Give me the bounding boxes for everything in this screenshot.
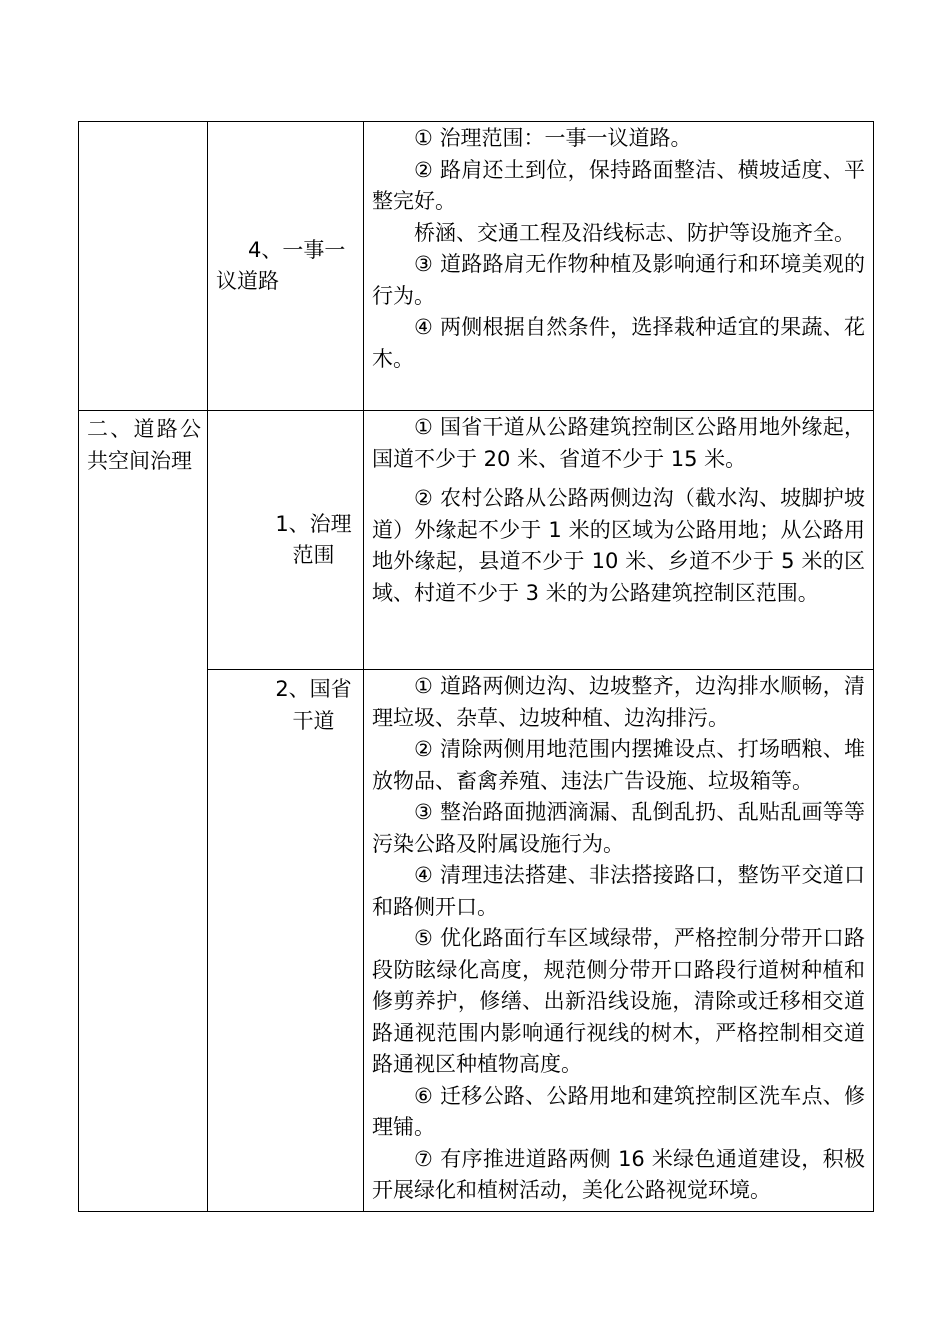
item-label: 2、国省干道	[275, 677, 352, 733]
section-cell-empty	[79, 122, 208, 411]
item-cell	[208, 670, 364, 1212]
item-cell	[208, 411, 364, 670]
content-paragraph: 桥涵、交通工程及沿线标志、防护等设施齐全。	[414, 220, 855, 245]
item-cell	[208, 122, 364, 411]
content-paragraph: ② 农村公路从公路两侧边沟（截水沟、坡脚护坡道）外缘起不少于 1 米的区域为公路用地；从公路用地外缘起，县道不少于 10 米、乡道不少于 5 米的区域、村道不少于 3 米的为公路建筑控制区范围。	[372, 486, 865, 605]
content-paragraph: ① 治理范围：一事一议道路。	[414, 126, 692, 150]
content-paragraph: ② 路肩还土到位，保持路面整洁、横坡适度、平整完好。	[372, 157, 865, 213]
content-cell	[364, 122, 874, 411]
content-cell	[364, 411, 874, 670]
content-paragraph: ③ 整治路面抛洒滴漏、乱倒乱扔、乱贴乱画等等污染公路及附属设施行为。	[372, 800, 865, 856]
content-paragraph: ① 国省干道从公路建筑控制区公路用地外缘起，国道不少于 20 米、省道不少于 15 米。	[372, 415, 865, 471]
table-row	[79, 411, 874, 670]
content-cell	[364, 670, 874, 1212]
content-paragraph: ④ 两侧根据自然条件，选择栽种适宜的果蔬、花木。	[372, 315, 865, 371]
content-paragraph: ⑤ 优化路面行车区域绿带，严格控制分带开口路段防眩绿化高度，规范侧分带开口路段行道树种植和修剪养护，修缮、出新沿线设施，清除或迁移相交道路通视范围内影响通行视线的树木，严格控制相交道路通视区种植物高度。	[372, 926, 865, 1076]
section-cell	[79, 411, 208, 1212]
content-paragraph: ③ 道路路肩无作物种植及影响通行和环境美观的行为。	[372, 252, 865, 308]
content-paragraph: ② 清除两侧用地范围内摆摊设点、打场晒粮、堆放物品、畜禽养殖、违法广告设施、垃圾箱等。	[372, 737, 865, 793]
content-paragraph: ⑦ 有序推进道路两侧 16 米绿色通道建设，积极开展绿化和植树活动，美化公路视觉环境。	[372, 1146, 865, 1202]
section-label: 二、道路公共空间治理	[87, 417, 201, 473]
item-label: 1、治理范围	[275, 511, 352, 567]
governance-table	[78, 121, 874, 1212]
content-paragraph: ① 道路两侧边沟、边坡整齐，边沟排水顺畅，清理垃圾、杂草、边坡种植、边沟排污。	[372, 674, 865, 730]
content-paragraph: ⑥ 迁移公路、公路用地和建筑控制区洗车点、修理铺。	[372, 1083, 865, 1139]
item-label: 4、一事一议道路	[216, 237, 346, 293]
content-paragraph: ④ 清理违法搭建、非法搭接路口，整饬平交道口和路侧开口。	[372, 863, 865, 919]
table-row	[79, 122, 874, 411]
